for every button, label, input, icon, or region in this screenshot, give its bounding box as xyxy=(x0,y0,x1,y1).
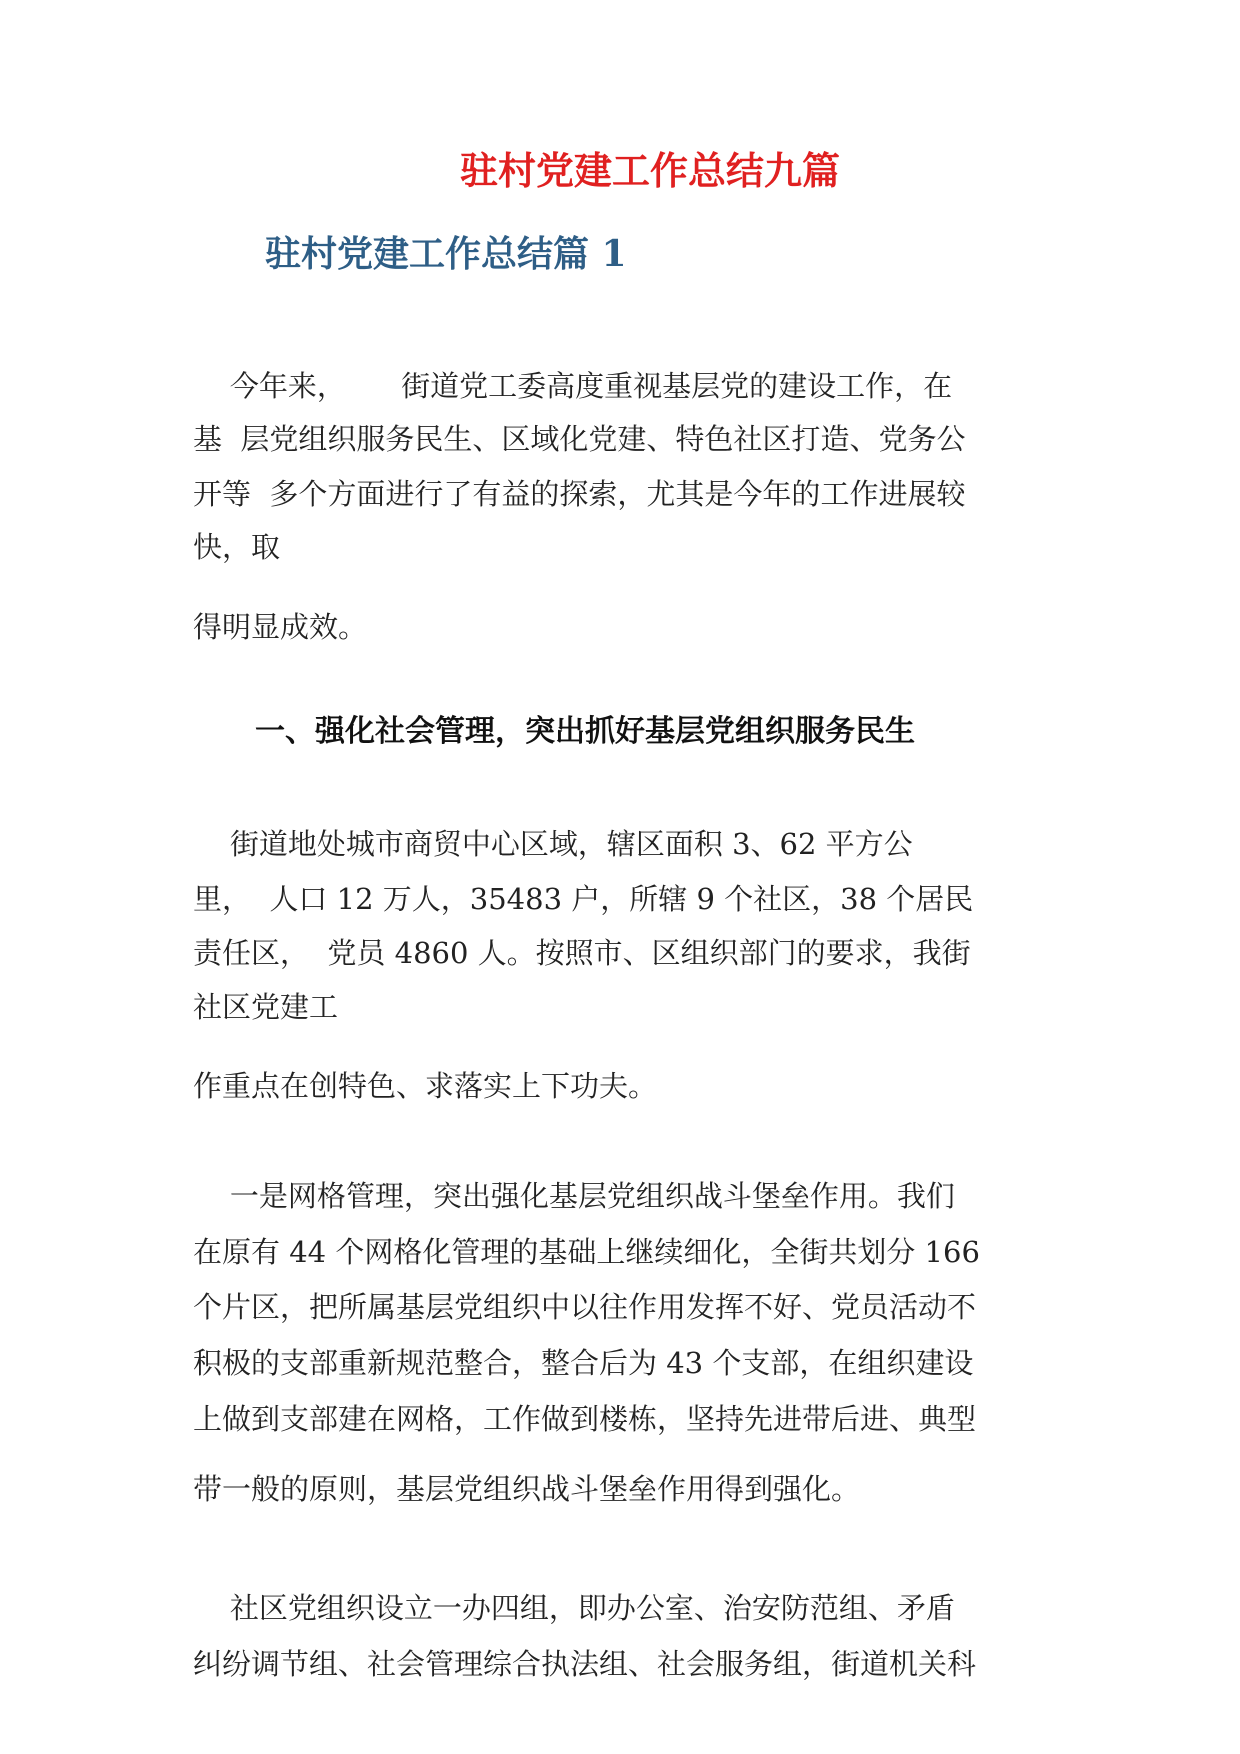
paragraph-line: 作重点在创特色、求落实上下功夫。 xyxy=(193,1069,658,1103)
paragraph-line: 今年来， 街道党工委高度重视基层党的建设工作，在 xyxy=(193,369,953,403)
paragraph-line: 开等 多个方面进行了有益的探索，尤其是今年的工作进展较 xyxy=(193,477,966,511)
paragraph-line: 纠纷调节组、社会管理综合执法组、社会服务组，街道机关科 xyxy=(193,1647,977,1681)
document-title: 驻村党建工作总结九篇 xyxy=(459,148,840,193)
paragraph-line: 街道地处城市商贸中心区域，辖区面积 3、62 平方公 xyxy=(193,827,913,861)
document-subtitle: 驻村党建工作总结篇 1 xyxy=(265,233,627,275)
paragraph-line: 积极的支部重新规范整合，整合后为 43 个支部，在组织建设 xyxy=(193,1346,974,1380)
paragraph-line: 个片区，把所属基层党组织中以往作用发挥不好、党员活动不 xyxy=(193,1290,977,1324)
paragraph-line: 在原有 44 个网格化管理的基础上继续细化，全街共划分 166 xyxy=(193,1235,980,1269)
section-heading: 一、强化社会管理，突出抓好基层党组织服务民生 xyxy=(255,714,915,749)
paragraph-line: 里， 人口 12 万人，35483 户，所辖 9 个社区，38 个居民 xyxy=(193,882,974,916)
paragraph-line: 得明显成效。 xyxy=(193,610,368,644)
paragraph-line: 社区党建工 xyxy=(193,990,339,1024)
paragraph-line: 上做到支部建在网格，工作做到楼栋，坚持先进带后进、典型 xyxy=(193,1402,977,1436)
paragraph-line: 社区党组织设立一办四组，即办公室、治安防范组、矛盾 xyxy=(193,1591,955,1625)
paragraph-line: 基 层党组织服务民生、区域化党建、特色社区打造、党务公 xyxy=(193,422,966,456)
paragraph-line: 责任区， 党员 4860 人。按照市、区组织部门的要求，我街 xyxy=(193,936,971,970)
paragraph-line: 快，取 xyxy=(193,530,281,564)
paragraph-line: 带一般的原则，基层党组织战斗堡垒作用得到强化。 xyxy=(193,1472,861,1506)
paragraph-line: 一是网格管理，突出强化基层党组织战斗堡垒作用。我们 xyxy=(193,1179,955,1213)
